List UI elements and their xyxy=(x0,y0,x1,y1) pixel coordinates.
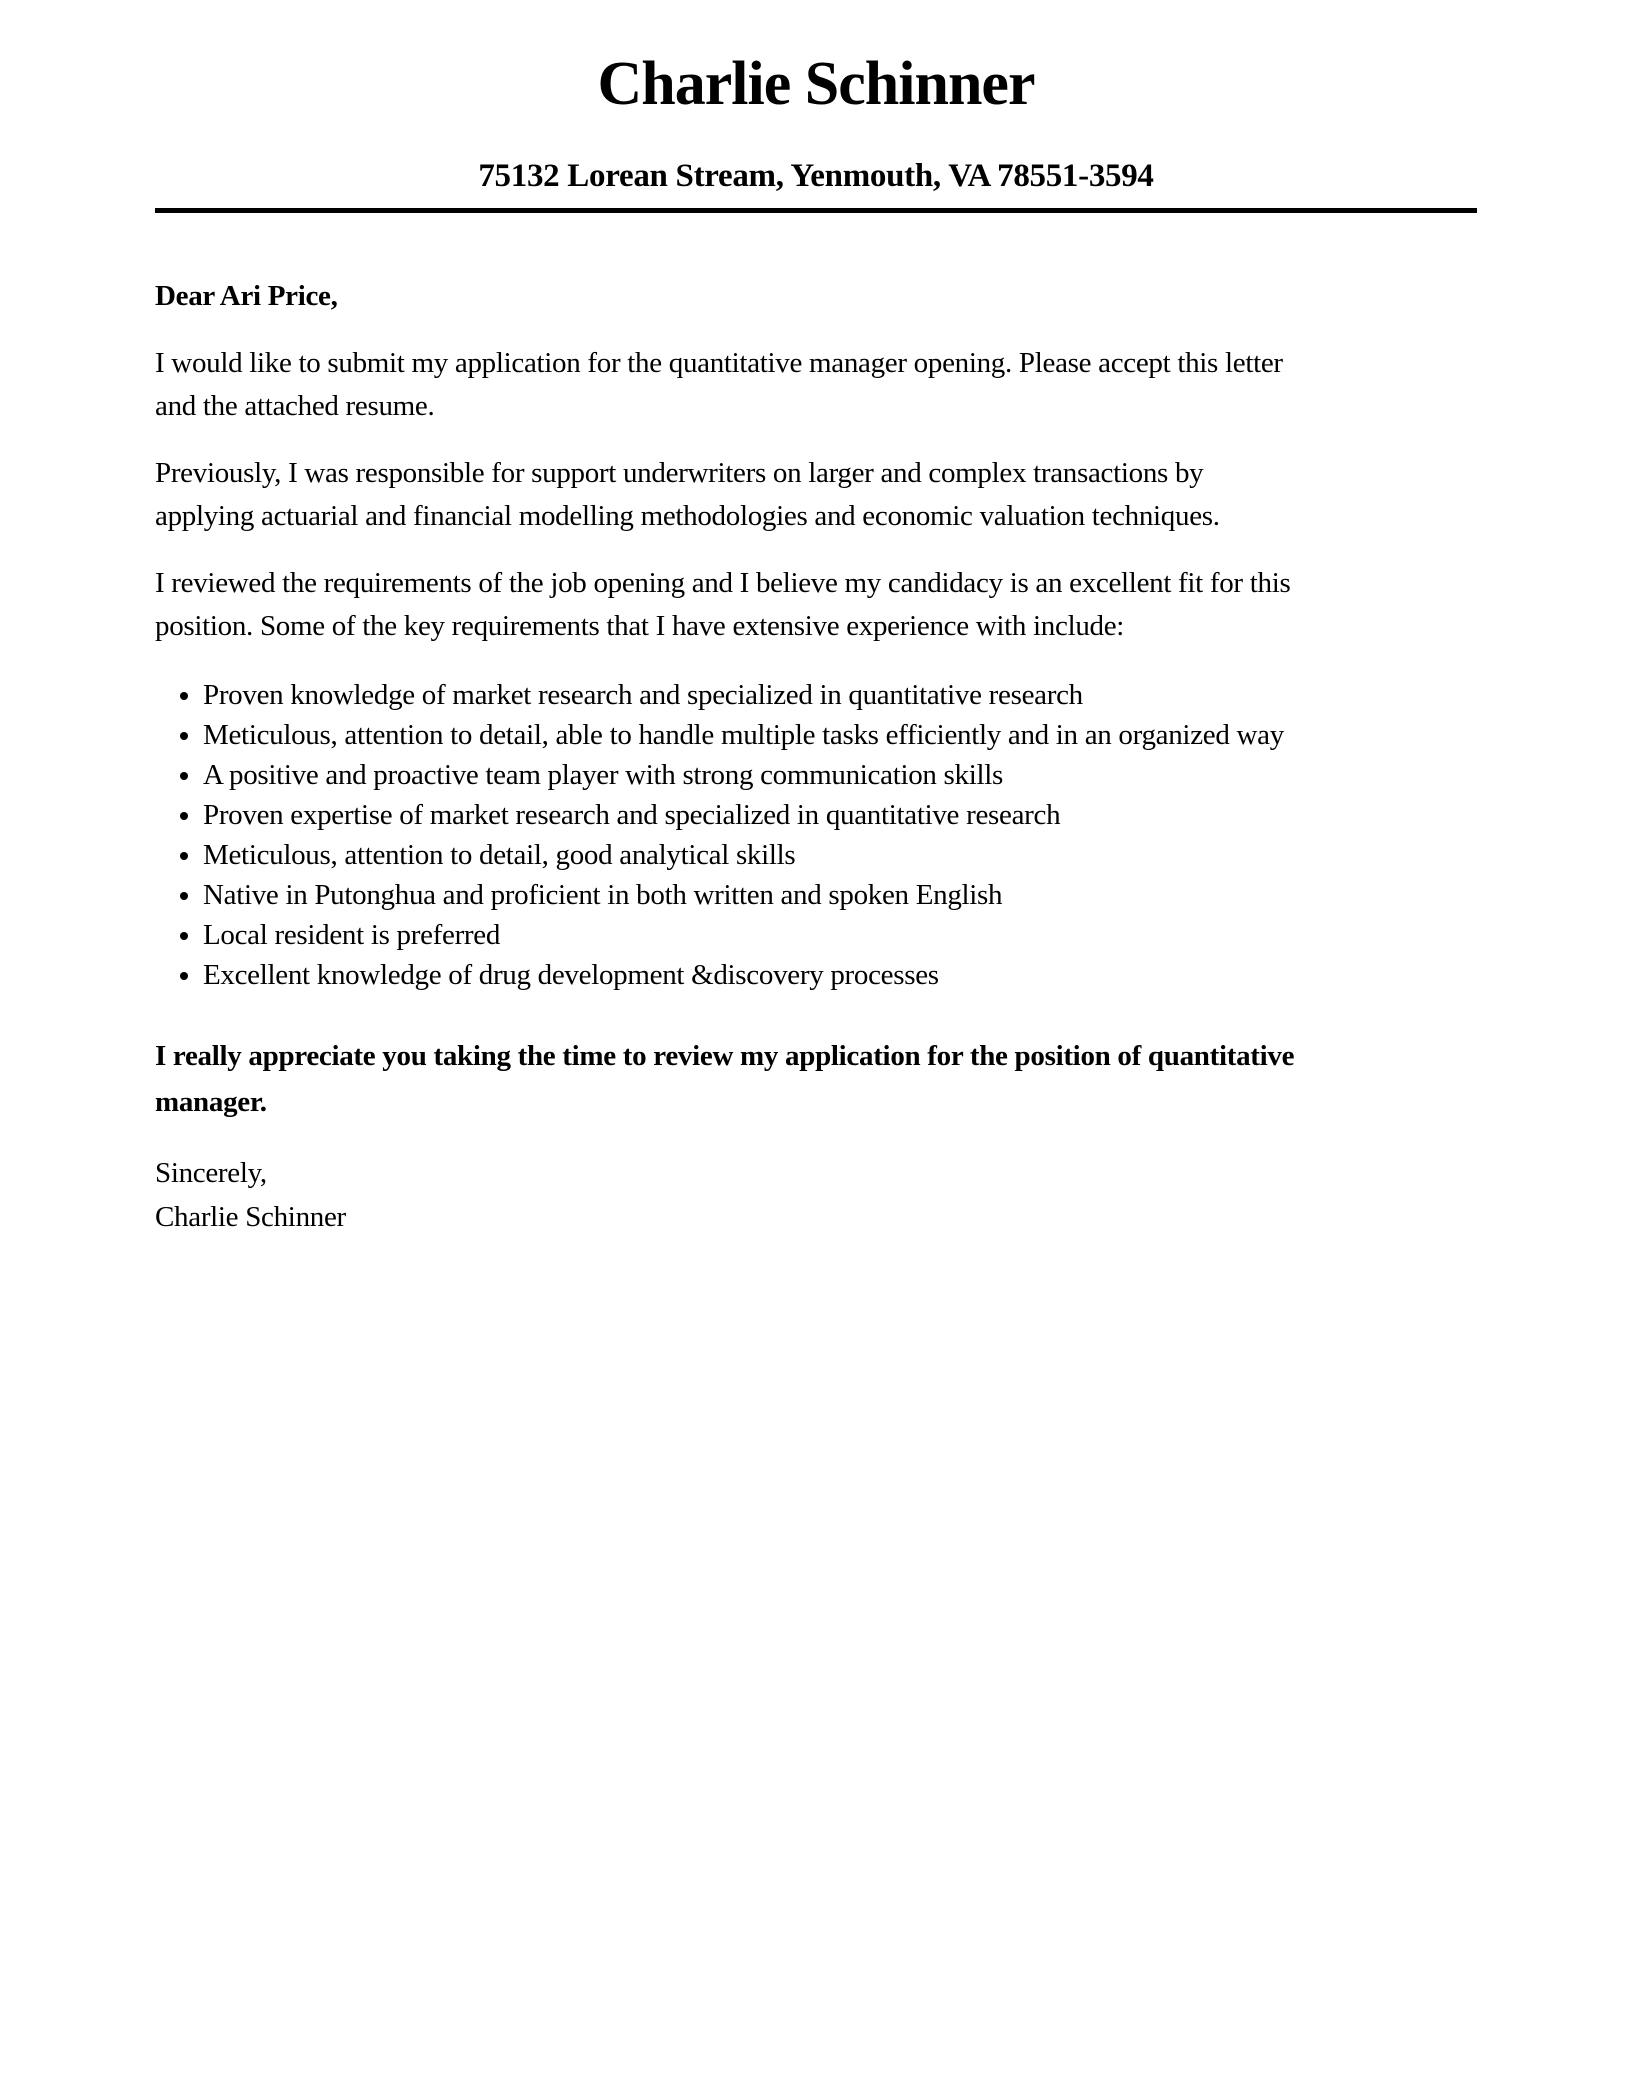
text-line: I would like to submit my application for the quantitative manager opening. Please accept this letter xyxy=(155,347,1283,380)
paragraph xyxy=(155,452,1477,538)
requirement-item: • Local resident is preferred xyxy=(203,915,1477,955)
letter-body xyxy=(155,275,1477,1239)
paragraph xyxy=(155,342,1477,428)
requirement-item: • A positive and proactive team player with strong communication skills xyxy=(203,755,1477,795)
salutation: Dear Ari Price, xyxy=(155,280,338,313)
requirement-item: • Proven knowledge of market research and specialized in quantitative research xyxy=(203,675,1477,715)
text-line: and the attached resume. xyxy=(155,390,435,423)
closing-block xyxy=(155,1151,1477,1239)
requirement-item: • Native in Putonghua and proficient in both written and spoken English xyxy=(203,875,1477,915)
requirement-item: • Meticulous, attention to detail, able to handle multiple tasks efficiently and in an organized way xyxy=(203,715,1477,755)
text-line: manager. xyxy=(155,1086,267,1119)
text-line: I really appreciate you taking the time to review my application for the position of quantitative xyxy=(155,1040,1295,1073)
requirement-item: • Meticulous, attention to detail, good analytical skills xyxy=(203,835,1477,875)
letter-header xyxy=(155,0,1477,213)
signature: Charlie Schinner xyxy=(155,1201,346,1234)
paragraph-list xyxy=(155,342,1477,648)
header-divider xyxy=(155,208,1477,213)
text-line: position. Some of the key requirements that I have extensive experience with include: xyxy=(155,610,1125,643)
text-line: applying actuarial and financial modelling methodologies and economic valuation techniques. xyxy=(155,500,1220,533)
appreciation-lines xyxy=(155,1033,1477,1125)
appreciation-paragraph xyxy=(155,1033,1477,1125)
closing: Sincerely, xyxy=(155,1157,267,1190)
sender-name: Charlie Schinner xyxy=(597,50,1035,118)
requirement-item: • Proven expertise of market research and specialized in quantitative research xyxy=(203,795,1477,835)
text-line: Previously, I was responsible for support underwriters on larger and complex transactions by xyxy=(155,457,1204,490)
requirement-item: • Excellent knowledge of drug development &discovery processes xyxy=(203,955,1477,995)
sender-address: 75132 Lorean Stream, Yenmouth, VA 78551-3594 xyxy=(478,158,1154,195)
requirements-list xyxy=(155,675,1477,995)
paragraph xyxy=(155,562,1477,648)
text-line: I reviewed the requirements of the job opening and I believe my candidacy is an excellent fit for this xyxy=(155,567,1291,600)
